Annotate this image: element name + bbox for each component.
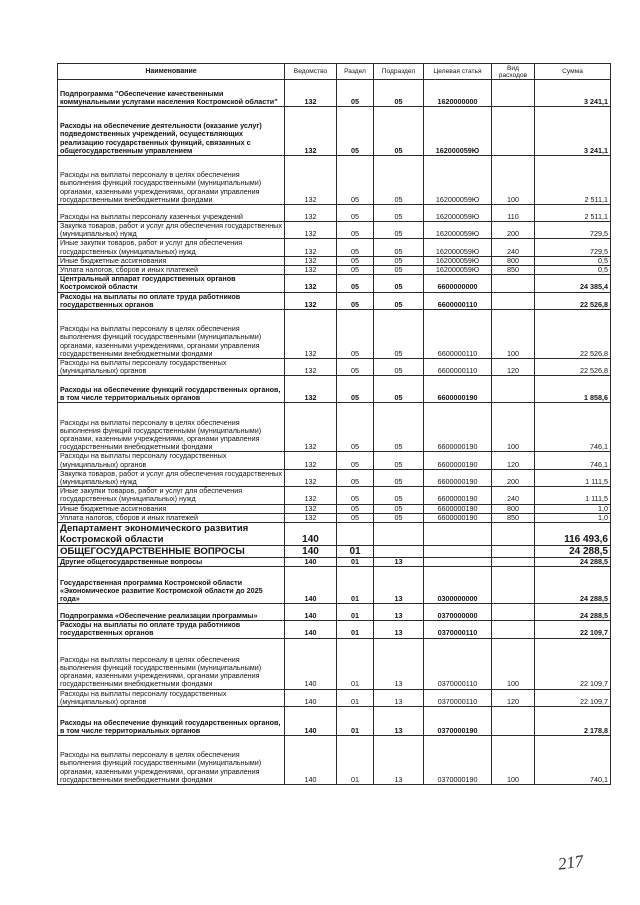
- cell-expense-type: [492, 604, 535, 621]
- cell-department: 140: [285, 546, 337, 558]
- cell-subsection: 05: [374, 487, 424, 504]
- cell-expense-type: [492, 558, 535, 567]
- cell-name: Расходы на обеспечение деятельности (оказание услуг) подведомственных учреждений, осуществляющих реализацию государственных функций, связанных с общегосударственным управлением: [58, 107, 285, 156]
- cell-department: 140: [285, 523, 337, 546]
- cell-target-article: 0370000110: [424, 689, 492, 706]
- cell-name: ОБЩЕГОСУДАРСТВЕННЫЕ ВОПРОСЫ: [58, 546, 285, 558]
- table-row: [58, 504, 611, 513]
- table-row: [58, 689, 611, 706]
- cell-section: 05: [337, 310, 374, 359]
- table-row: [58, 523, 611, 546]
- cell-subsection: 05: [374, 504, 424, 513]
- cell-amount: 22 526,8: [535, 310, 611, 359]
- table-row: [58, 310, 611, 359]
- cell-target-article: 162000059Ю: [424, 222, 492, 239]
- cell-expense-type: [492, 376, 535, 403]
- cell-section: 01: [337, 736, 374, 785]
- cell-name: Иные бюджетные ассигнования: [58, 504, 285, 513]
- table-row: [58, 638, 611, 689]
- cell-subsection: 13: [374, 558, 424, 567]
- cell-section: 05: [337, 513, 374, 522]
- cell-amount: 0,5: [535, 266, 611, 275]
- cell-section: 01: [337, 604, 374, 621]
- cell-expense-type: 800: [492, 256, 535, 265]
- cell-section: 05: [337, 239, 374, 256]
- cell-expense-type: 100: [492, 638, 535, 689]
- cell-section: 01: [337, 707, 374, 736]
- cell-expense-type: [492, 275, 535, 292]
- cell-expense-type: 120: [492, 359, 535, 376]
- table-row: [58, 80, 611, 107]
- cell-subsection: 13: [374, 689, 424, 706]
- cell-subsection: 05: [374, 292, 424, 309]
- cell-expense-type: [492, 567, 535, 604]
- table-row: [58, 621, 611, 638]
- cell-name: Расходы на выплаты персоналу в целях обеспечения выполнения функций государственными (муниципальными) органами, казенными учреждениями, органами управления государственными внебюджетными фондами: [58, 310, 285, 359]
- cell-department: 132: [285, 256, 337, 265]
- cell-section: 05: [337, 222, 374, 239]
- cell-section: 05: [337, 266, 374, 275]
- cell-subsection: 05: [374, 256, 424, 265]
- cell-name: Другие общегосударственные вопросы: [58, 558, 285, 567]
- cell-department: 132: [285, 403, 337, 452]
- cell-name: Уплата налогов, сборов и иных платежей: [58, 513, 285, 522]
- header-subsection: Подраздел: [374, 64, 424, 80]
- cell-expense-type: 100: [492, 736, 535, 785]
- cell-name: Уплата налогов, сборов и иных платежей: [58, 266, 285, 275]
- table-row: [58, 266, 611, 275]
- cell-expense-type: [492, 292, 535, 309]
- cell-name: Закупка товаров, работ и услуг для обеспечения государственных (муниципальных) нужд: [58, 222, 285, 239]
- cell-expense-type: [492, 80, 535, 107]
- cell-target-article: 162000059Ю: [424, 256, 492, 265]
- cell-name: Расходы на обеспечение функций государственных органов, в том числе территориальных органов: [58, 707, 285, 736]
- cell-subsection: 13: [374, 638, 424, 689]
- cell-section: 05: [337, 292, 374, 309]
- cell-department: 132: [285, 292, 337, 309]
- cell-expense-type: 200: [492, 222, 535, 239]
- cell-subsection: 05: [374, 107, 424, 156]
- cell-section: 01: [337, 638, 374, 689]
- cell-department: 140: [285, 558, 337, 567]
- cell-amount: 729,5: [535, 239, 611, 256]
- table-row: [58, 736, 611, 785]
- cell-amount: 2 178,8: [535, 707, 611, 736]
- cell-amount: 746,1: [535, 403, 611, 452]
- cell-section: 05: [337, 359, 374, 376]
- cell-target-article: 162000059Ю: [424, 239, 492, 256]
- cell-target-article: 6600000190: [424, 403, 492, 452]
- cell-department: 132: [285, 513, 337, 522]
- cell-subsection: 05: [374, 80, 424, 107]
- cell-expense-type: 120: [492, 689, 535, 706]
- cell-department: 132: [285, 376, 337, 403]
- cell-department: 140: [285, 707, 337, 736]
- cell-name: Иные закупки товаров, работ и услуг для обеспечения государственных (муниципальных) нужд: [58, 239, 285, 256]
- cell-amount: 22 109,7: [535, 638, 611, 689]
- cell-expense-type: 850: [492, 266, 535, 275]
- table-row: [58, 359, 611, 376]
- table-row: [58, 452, 611, 469]
- cell-target-article: 6600000190: [424, 376, 492, 403]
- header-name: Наименование: [58, 64, 285, 80]
- cell-amount: 24 288,5: [535, 546, 611, 558]
- cell-expense-type: [492, 621, 535, 638]
- cell-name: Расходы на выплаты персоналу в целях обеспечения выполнения функций государственными (муниципальными) органами, казенными учреждениями, органами управления государственными внебюджетными фондами: [58, 736, 285, 785]
- cell-section: 05: [337, 156, 374, 205]
- cell-section: 01: [337, 546, 374, 558]
- cell-name: Расходы на выплаты персоналу казенных учреждений: [58, 205, 285, 222]
- cell-section: 01: [337, 567, 374, 604]
- header-expense-type: Вид расходов: [492, 64, 535, 80]
- cell-name: Иные закупки товаров, работ и услуг для обеспечения государственных (муниципальных) нужд: [58, 487, 285, 504]
- table-row: [58, 376, 611, 403]
- cell-name: Расходы на выплаты по оплате труда работников государственных органов: [58, 292, 285, 309]
- cell-amount: 740,1: [535, 736, 611, 785]
- cell-target-article: [424, 558, 492, 567]
- cell-department: 132: [285, 469, 337, 486]
- cell-amount: 1,0: [535, 504, 611, 513]
- cell-department: 140: [285, 638, 337, 689]
- table-row: [58, 707, 611, 736]
- cell-expense-type: [492, 523, 535, 546]
- cell-department: 140: [285, 567, 337, 604]
- table-row: [58, 239, 611, 256]
- cell-department: 132: [285, 452, 337, 469]
- cell-expense-type: 240: [492, 239, 535, 256]
- cell-amount: 22 109,7: [535, 621, 611, 638]
- cell-expense-type: 800: [492, 504, 535, 513]
- cell-amount: 1 111,5: [535, 469, 611, 486]
- cell-section: 05: [337, 504, 374, 513]
- cell-expense-type: 850: [492, 513, 535, 522]
- cell-subsection: 05: [374, 469, 424, 486]
- cell-amount: 3 241,1: [535, 107, 611, 156]
- cell-section: 05: [337, 487, 374, 504]
- table-row: [58, 567, 611, 604]
- cell-amount: 2 511,1: [535, 205, 611, 222]
- cell-amount: 24 288,5: [535, 604, 611, 621]
- cell-amount: 2 511,1: [535, 156, 611, 205]
- cell-amount: 1 111,5: [535, 487, 611, 504]
- header-target-article: Целевая статья: [424, 64, 492, 80]
- cell-target-article: 162000059Ю: [424, 266, 492, 275]
- cell-target-article: 1620000000: [424, 80, 492, 107]
- cell-section: 05: [337, 452, 374, 469]
- cell-target-article: 0370000110: [424, 621, 492, 638]
- cell-subsection: 13: [374, 707, 424, 736]
- cell-department: 140: [285, 736, 337, 785]
- cell-target-article: [424, 546, 492, 558]
- cell-target-article: 6600000110: [424, 310, 492, 359]
- cell-name: Расходы на выплаты персоналу в целях обеспечения выполнения функций государственными (муниципальными) органами, казенными учреждениями, органами управления государственными внебюджетными фондами: [58, 156, 285, 205]
- cell-target-article: 162000059Ю: [424, 205, 492, 222]
- cell-expense-type: 120: [492, 452, 535, 469]
- page-number: 217: [556, 851, 585, 874]
- cell-expense-type: 100: [492, 156, 535, 205]
- cell-department: 132: [285, 239, 337, 256]
- cell-name: Закупка товаров, работ и услуг для обеспечения государственных (муниципальных) нужд: [58, 469, 285, 486]
- cell-department: 132: [285, 156, 337, 205]
- cell-subsection: 05: [374, 239, 424, 256]
- cell-amount: 24 288,5: [535, 567, 611, 604]
- cell-name: Подпрограмма «Обеспечение реализации программы»: [58, 604, 285, 621]
- cell-name: Подпрограмма "Обеспечение качественными коммунальными услугами населения Костромской области": [58, 80, 285, 107]
- cell-target-article: 6600000190: [424, 504, 492, 513]
- cell-section: 05: [337, 469, 374, 486]
- cell-subsection: 13: [374, 736, 424, 785]
- cell-subsection: 05: [374, 310, 424, 359]
- cell-target-article: 6600000190: [424, 469, 492, 486]
- cell-target-article: 0370000000: [424, 604, 492, 621]
- cell-expense-type: [492, 546, 535, 558]
- cell-target-article: 0370000110: [424, 638, 492, 689]
- cell-expense-type: 240: [492, 487, 535, 504]
- cell-name: Центральный аппарат государственных органов Костромской области: [58, 275, 285, 292]
- cell-subsection: 05: [374, 403, 424, 452]
- cell-department: 140: [285, 604, 337, 621]
- cell-subsection: 05: [374, 376, 424, 403]
- cell-department: 132: [285, 310, 337, 359]
- table-row: [58, 205, 611, 222]
- cell-section: 05: [337, 107, 374, 156]
- cell-section: 05: [337, 205, 374, 222]
- cell-department: 132: [285, 275, 337, 292]
- cell-department: 132: [285, 359, 337, 376]
- table-body: [58, 80, 611, 785]
- cell-target-article: 162000059Ю: [424, 156, 492, 205]
- cell-department: 132: [285, 80, 337, 107]
- cell-department: 132: [285, 266, 337, 275]
- cell-target-article: 0300000000: [424, 567, 492, 604]
- cell-expense-type: 100: [492, 403, 535, 452]
- table-row: [58, 222, 611, 239]
- cell-subsection: 05: [374, 156, 424, 205]
- cell-amount: 22 526,8: [535, 292, 611, 309]
- cell-target-article: 0370000190: [424, 707, 492, 736]
- cell-subsection: [374, 523, 424, 546]
- cell-department: 140: [285, 689, 337, 706]
- cell-subsection: 05: [374, 452, 424, 469]
- cell-target-article: 6600000000: [424, 275, 492, 292]
- cell-name: Расходы на выплаты персоналу в целях обеспечения выполнения функций государственными (муниципальными) органами, казенными учреждениями, органами управления государственными внебюджетными фондами: [58, 638, 285, 689]
- table-row: [58, 275, 611, 292]
- cell-section: 05: [337, 275, 374, 292]
- cell-target-article: 6600000190: [424, 487, 492, 504]
- cell-target-article: 6600000110: [424, 292, 492, 309]
- cell-department: 132: [285, 504, 337, 513]
- table-row: [58, 256, 611, 265]
- cell-expense-type: 110: [492, 205, 535, 222]
- cell-section: 05: [337, 376, 374, 403]
- cell-department: 132: [285, 222, 337, 239]
- cell-section: 05: [337, 80, 374, 107]
- cell-section: 01: [337, 558, 374, 567]
- table-header-row: [58, 64, 611, 80]
- cell-amount: 24 385,4: [535, 275, 611, 292]
- table-row: [58, 403, 611, 452]
- cell-name: Государственная программа Костромской области «Экономическое развитие Костромской области до 2025 года»: [58, 567, 285, 604]
- cell-subsection: 13: [374, 567, 424, 604]
- header-amount: Сумма: [535, 64, 611, 80]
- cell-department: 132: [285, 107, 337, 156]
- cell-expense-type: [492, 107, 535, 156]
- cell-subsection: 13: [374, 621, 424, 638]
- cell-subsection: 05: [374, 266, 424, 275]
- cell-department: 132: [285, 205, 337, 222]
- cell-name: Департамент экономического развития Костромской области: [58, 523, 285, 546]
- cell-amount: 1 858,6: [535, 376, 611, 403]
- cell-expense-type: 100: [492, 310, 535, 359]
- budget-table: [57, 63, 611, 785]
- cell-target-article: 0370000190: [424, 736, 492, 785]
- cell-expense-type: [492, 707, 535, 736]
- cell-section: 05: [337, 403, 374, 452]
- cell-amount: 22 109,7: [535, 689, 611, 706]
- table-row: [58, 513, 611, 522]
- cell-subsection: 13: [374, 604, 424, 621]
- header-department: Ведомство: [285, 64, 337, 80]
- cell-name: Расходы на обеспечение функций государственных органов, в том числе территориальных органов: [58, 376, 285, 403]
- cell-amount: 116 493,6: [535, 523, 611, 546]
- table-row: [58, 546, 611, 558]
- cell-section: 01: [337, 621, 374, 638]
- cell-target-article: 6600000190: [424, 513, 492, 522]
- cell-name: Расходы на выплаты персоналу государственных (муниципальных) органов: [58, 452, 285, 469]
- cell-amount: 22 526,8: [535, 359, 611, 376]
- cell-amount: 729,5: [535, 222, 611, 239]
- cell-expense-type: 200: [492, 469, 535, 486]
- cell-subsection: 05: [374, 513, 424, 522]
- cell-amount: 0,5: [535, 256, 611, 265]
- cell-department: 140: [285, 621, 337, 638]
- table-row: [58, 156, 611, 205]
- cell-amount: 1,0: [535, 513, 611, 522]
- cell-section: 05: [337, 256, 374, 265]
- table-row: [58, 469, 611, 486]
- cell-section: 01: [337, 689, 374, 706]
- cell-subsection: 05: [374, 205, 424, 222]
- cell-target-article: 6600000190: [424, 452, 492, 469]
- table-row: [58, 558, 611, 567]
- table-row: [58, 487, 611, 504]
- cell-name: Расходы на выплаты персоналу в целях обеспечения выполнения функций государственными (муниципальными) органами, казенными учреждениями, органами управления государственными внебюджетными фондами: [58, 403, 285, 452]
- cell-name: Иные бюджетные ассигнования: [58, 256, 285, 265]
- table-row: [58, 107, 611, 156]
- cell-target-article: [424, 523, 492, 546]
- cell-section: [337, 523, 374, 546]
- cell-amount: 3 241,1: [535, 80, 611, 107]
- cell-subsection: [374, 546, 424, 558]
- table-row: [58, 604, 611, 621]
- cell-target-article: 6600000110: [424, 359, 492, 376]
- cell-subsection: 05: [374, 222, 424, 239]
- cell-name: Расходы на выплаты персоналу государственных (муниципальных) органов: [58, 689, 285, 706]
- cell-subsection: 05: [374, 359, 424, 376]
- cell-subsection: 05: [374, 275, 424, 292]
- cell-name: Расходы на выплаты персоналу государственных (муниципальных) органов: [58, 359, 285, 376]
- cell-amount: 746,1: [535, 452, 611, 469]
- header-section: Раздел: [337, 64, 374, 80]
- cell-department: 132: [285, 487, 337, 504]
- cell-name: Расходы на выплаты по оплате труда работников государственных органов: [58, 621, 285, 638]
- table-row: [58, 292, 611, 309]
- cell-target-article: 162000059Ю: [424, 107, 492, 156]
- cell-amount: 24 288,5: [535, 558, 611, 567]
